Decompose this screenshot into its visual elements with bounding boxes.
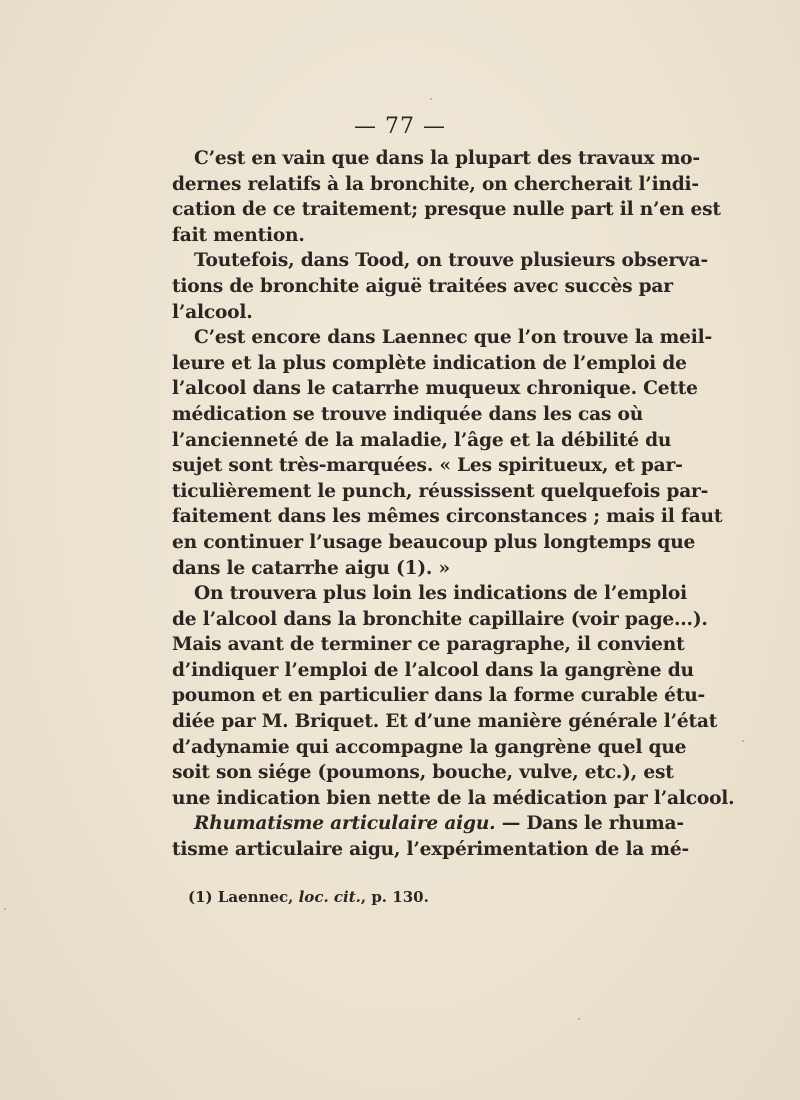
text-line (172, 658, 694, 684)
text-line-content: tions de bronchite aiguë traitées avec succès par (172, 275, 673, 297)
text-line-content: l’alcool dans le catarrhe muqueux chronique. Cette (172, 378, 698, 400)
text-line-content: poumon et en particulier dans la forme curable étu- (172, 685, 706, 707)
text-line (172, 837, 690, 863)
footnote-citation: loc. cit. (298, 888, 361, 906)
paper-speck (4, 908, 6, 910)
body-text (172, 146, 735, 863)
text-line (172, 248, 708, 274)
text-line (172, 530, 696, 556)
text-line-content: une indication bien nette de la médication par l’alcool. (172, 787, 735, 809)
text-line (172, 504, 723, 530)
text-line-content: de l’alcool dans la bronchite capillaire (voir page...). (172, 608, 708, 630)
text-line-content: sujet sont très-marquées. « Les spiritueux, et par- (172, 455, 683, 477)
text-line (172, 632, 685, 658)
text-line (172, 811, 684, 837)
text-line-content: tisme articulaire aigu, l’expérimentation de la mé- (172, 839, 690, 861)
text-line-content: cation de ce traitement; presque nulle part il n’en est (172, 199, 721, 221)
text-line (172, 607, 708, 633)
text-line (172, 351, 687, 377)
text-line (172, 376, 698, 402)
text-line-content: Mais avant de terminer ce paragraphe, il convient (172, 634, 685, 656)
text-line-content: leure et la plus complète indication de l’emploi de (172, 352, 687, 374)
text-line (172, 197, 721, 223)
footnote-suffix: , p. 130. (360, 888, 429, 906)
text-line-content: soit son siége (poumons, bouche, vulve, etc.), est (172, 762, 674, 784)
text-line-content: d’adynamie qui accompagne la gangrène quel que (172, 736, 687, 758)
text-line (172, 428, 672, 454)
text-line (172, 172, 699, 198)
text-line-content: C’est en vain que dans la plupart des travaux mo- (194, 148, 700, 169)
text-line-content: Toutefois, dans Tood, on trouve plusieurs observa- (194, 250, 708, 272)
text-line (172, 300, 612, 326)
text-line (172, 709, 718, 735)
footnote-prefix: (1) Laennec, (188, 888, 299, 906)
text-line (172, 581, 687, 607)
text-line-content: médication se trouve indiquée dans les cas où (172, 403, 644, 425)
text-line (172, 325, 713, 351)
text-line (172, 146, 700, 172)
text-line (172, 453, 683, 479)
page-number: — 77 — (354, 114, 446, 139)
text-line (172, 223, 612, 249)
section-heading-italic: Rhumatisme articulaire aigu. (194, 813, 496, 835)
text-line-content: l’ancienneté de la maladie, l’âge et la débilité du (172, 429, 672, 451)
text-line-content: diée par M. Briquet. Et d’une manière générale l’état (172, 711, 718, 733)
text-line (172, 274, 673, 300)
footnote (188, 886, 429, 908)
text-line (172, 479, 709, 505)
paper-speck (742, 740, 744, 742)
text-line-content: ticulièrement le punch, réussissent quelquefois par- (172, 480, 709, 502)
text-line (172, 786, 735, 812)
text-line-content: C’est encore dans Laennec que l’on trouve la meil- (194, 327, 713, 349)
text-line (172, 683, 706, 709)
paper-speck (430, 98, 432, 100)
text-line-content: dans le catarrhe aigu (1). » (172, 557, 450, 579)
text-line (172, 556, 612, 582)
text-line-content: dernes relatifs à la bronchite, on chercherait l’indi- (172, 173, 699, 195)
paper-speck (578, 1018, 580, 1020)
text-line (172, 402, 644, 428)
text-line (172, 760, 674, 786)
text-line-content: On trouvera plus loin les indications de l’emploi (194, 583, 687, 605)
text-line-content: en continuer l’usage beaucoup plus longtemps que (172, 531, 696, 553)
text-line-content: d’indiquer l’emploi de l’alcool dans la gangrène du (172, 659, 694, 681)
text-line-content: l’alcool. (172, 301, 253, 323)
text-line (172, 735, 687, 761)
text-line-content: — Dans le rhuma- (495, 813, 684, 835)
text-line-content: fait mention. (172, 224, 305, 246)
text-line-content: faitement dans les mêmes circonstances ; mais il faut (172, 506, 723, 528)
